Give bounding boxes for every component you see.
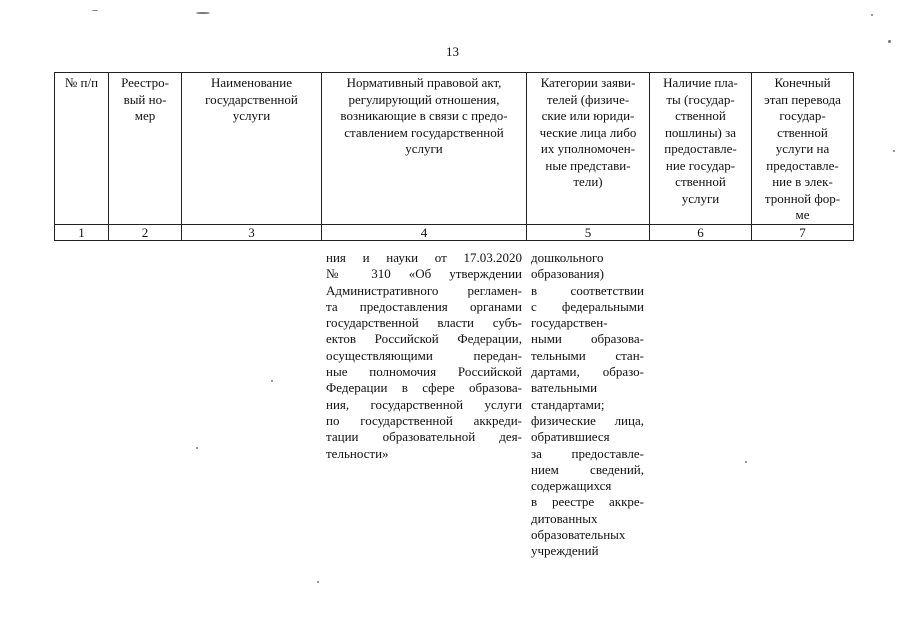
- text-line: ными образова-: [531, 331, 644, 347]
- text-line: вательными: [531, 380, 598, 396]
- column-number-7: 7: [752, 224, 854, 240]
- text-line: тации образовательной дея-: [326, 429, 522, 445]
- text-line: физические лица,: [531, 412, 644, 428]
- page-number: 13: [446, 44, 459, 59]
- text-line: тельными стан-: [531, 347, 644, 363]
- column-number-6: 6: [650, 224, 752, 240]
- scan-speck: [745, 461, 747, 463]
- text-line: содержащихся: [531, 478, 612, 494]
- column-header-7: Конечный этап перевода государ- ственной услуги на предоставле- ние в элек- тронной фор- ме: [752, 73, 854, 225]
- text-line: та предоставления органами: [326, 298, 522, 314]
- text-line: стандартами;: [531, 396, 605, 412]
- column-number-row: [55, 224, 854, 240]
- text-line: ния, государственной услуги: [326, 396, 522, 412]
- applicant-categories-continuation: [531, 250, 644, 560]
- text-line: осуществляющими передан-: [326, 347, 522, 363]
- text-line: дошкольного: [531, 250, 604, 265]
- column-header-4: Нормативный правовой акт, регулирующий отношения, возникающие в связи с предо- ставлением государственной услуги: [322, 73, 527, 225]
- scan-speck: [893, 150, 895, 152]
- column-number-3: 3: [182, 224, 322, 240]
- text-line: нием сведений,: [531, 461, 644, 477]
- text-line: обратившиеся: [531, 429, 610, 445]
- text-line: государствен-: [531, 315, 608, 331]
- text-line: учреждений: [531, 543, 599, 559]
- scan-speck: [888, 40, 891, 43]
- scan-speck: [871, 14, 873, 16]
- column-header-6: Наличие пла- ты (государ- ственной пошлины) за предоставле- ние государ- ственной услуги: [650, 73, 752, 225]
- text-line: в реестре аккре-: [531, 494, 644, 510]
- normative-act-continuation: [326, 250, 522, 462]
- text-line: ектов Российской Федерации,: [326, 331, 522, 347]
- text-line: № 310 «Об утверждении: [326, 266, 522, 282]
- text-line: образования): [531, 266, 604, 282]
- column-number-4: 4: [322, 224, 527, 240]
- services-table: [54, 72, 854, 241]
- scan-speck: [196, 12, 210, 14]
- text-line: ния и науки от 17.03.2020: [326, 250, 522, 265]
- text-line: Административного регламен-: [326, 282, 522, 298]
- text-line: за предоставле-: [531, 445, 644, 461]
- text-line: дитованных: [531, 510, 598, 526]
- text-line: Федерации в сфере образова-: [326, 380, 522, 396]
- column-header-1: № п/п: [55, 73, 109, 225]
- text-line: тельности»: [326, 445, 389, 461]
- text-line: образовательных: [531, 527, 626, 543]
- column-header-3: Наименование государственной услуги: [182, 73, 322, 225]
- text-line: в соответствии: [531, 282, 644, 298]
- scan-speck: [196, 447, 198, 449]
- column-header-5: Категории заяви- телей (физиче- ские или юриди- ческие лица либо их уполномочен- ные представи- тели): [527, 73, 650, 225]
- text-line: дартами, образо-: [531, 364, 644, 380]
- column-number-5: 5: [527, 224, 650, 240]
- column-header-2: Реестро- вый но- мер: [109, 73, 182, 225]
- column-number-1: 1: [55, 224, 109, 240]
- text-line: с федеральными: [531, 298, 644, 314]
- scan-speck: [317, 581, 319, 583]
- text-line: государственной власти субъ-: [326, 315, 522, 331]
- header-row: [55, 73, 854, 225]
- scan-speck: [271, 380, 273, 382]
- text-line: ные полномочия Российской: [326, 364, 522, 380]
- text-line: по государственной аккреди-: [326, 412, 522, 428]
- column-number-2: 2: [109, 224, 182, 240]
- scan-speck: [92, 10, 98, 11]
